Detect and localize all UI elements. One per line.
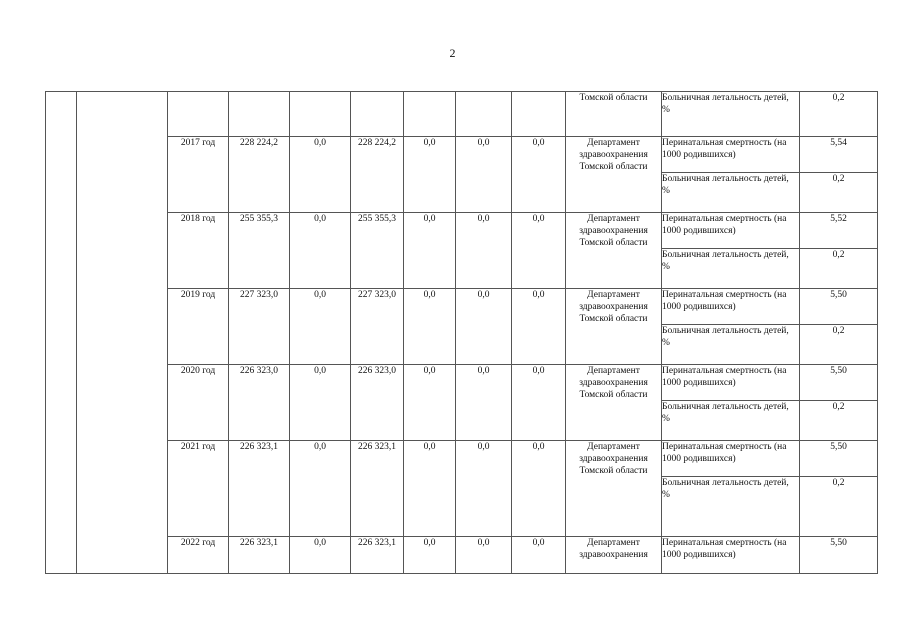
- indicator-cell: Больничная летальность детей, %: [662, 249, 800, 289]
- empty-cell: [229, 92, 290, 137]
- indicator-cell: Больничная летальность детей, %: [662, 477, 800, 537]
- amount-cell: 0,0: [404, 213, 456, 289]
- year-cell: 2019 год: [168, 289, 229, 365]
- merged-cell-left-2: [77, 92, 168, 574]
- org-cell: Департамент здравоохранения Томской области: [566, 365, 662, 441]
- table-row-top: [46, 92, 878, 137]
- org-cell: Департамент здравоохранения Томской области: [566, 213, 662, 289]
- amount-cell: 0,0: [290, 441, 351, 537]
- indicator-cell: Перинатальная смертность (на 1000 родившихся): [662, 213, 800, 249]
- amount-cell: 0,0: [512, 537, 566, 574]
- indicator-cell: Перинатальная смертность (на 1000 родившихся): [662, 137, 800, 173]
- value-cell: 5,50: [800, 365, 878, 401]
- value-cell: 5,52: [800, 213, 878, 249]
- amount-cell: 0,0: [290, 537, 351, 574]
- amount-cell: 0,0: [290, 365, 351, 441]
- amount-cell: 228 224,2: [351, 137, 404, 213]
- amount-cell: 0,0: [404, 365, 456, 441]
- page-number: 2: [449, 46, 456, 60]
- indicator-cell: Больничная летальность детей, %: [662, 401, 800, 441]
- year-cell: 2022 год: [168, 537, 229, 574]
- amount-cell: 0,0: [512, 365, 566, 441]
- indicator-cell: Больничная летальность детей, %: [662, 173, 800, 213]
- value-cell: 0,2: [800, 477, 878, 537]
- org-cell: Департамент здравоохранения Томской области: [566, 137, 662, 213]
- indicator-cell: Перинатальная смертность (на 1000 родившихся): [662, 537, 800, 574]
- amount-cell: 227 323,0: [229, 289, 290, 365]
- org-cell: Департамент здравоохранения Томской области: [566, 289, 662, 365]
- amount-cell: 0,0: [512, 441, 566, 537]
- amount-cell: 0,0: [404, 441, 456, 537]
- amount-cell: 226 323,1: [229, 537, 290, 574]
- empty-cell: [168, 92, 229, 137]
- amount-cell: 0,0: [512, 289, 566, 365]
- value-cell: 0,2: [800, 325, 878, 365]
- value-cell: 0,2: [800, 173, 878, 213]
- amount-cell: 0,0: [404, 137, 456, 213]
- empty-cell: [456, 92, 512, 137]
- amount-cell: 0,0: [512, 213, 566, 289]
- amount-cell: 0,0: [404, 537, 456, 574]
- amount-cell: 0,0: [456, 213, 512, 289]
- amount-cell: 0,0: [404, 289, 456, 365]
- org-cell: Томской области: [566, 92, 662, 137]
- value-cell: 5,50: [800, 537, 878, 574]
- table-row: [46, 137, 878, 173]
- table-row: [46, 213, 878, 249]
- indicator-cell: Перинатальная смертность (на 1000 родившихся): [662, 289, 800, 325]
- value-cell: 5,50: [800, 289, 878, 325]
- indicator-cell: Больничная летальность детей, %: [662, 92, 800, 137]
- amount-cell: 0,0: [290, 289, 351, 365]
- empty-cell: [404, 92, 456, 137]
- empty-cell: [512, 92, 566, 137]
- table-body: [46, 92, 878, 574]
- value-cell: 5,50: [800, 441, 878, 477]
- amount-cell: 0,0: [290, 137, 351, 213]
- indicator-cell: Перинатальная смертность (на 1000 родившихся): [662, 365, 800, 401]
- indicator-cell: Больничная летальность детей, %: [662, 325, 800, 365]
- amount-cell: 226 323,0: [229, 365, 290, 441]
- empty-cell: [351, 92, 404, 137]
- amount-cell: 0,0: [512, 137, 566, 213]
- merged-cell-left: [46, 92, 77, 574]
- table-row: [46, 365, 878, 401]
- year-cell: 2018 год: [168, 213, 229, 289]
- table-row: [46, 289, 878, 325]
- amount-cell: 227 323,0: [351, 289, 404, 365]
- year-cell: 2020 год: [168, 365, 229, 441]
- amount-cell: 226 323,0: [351, 365, 404, 441]
- amount-cell: 0,0: [456, 537, 512, 574]
- table-row: [46, 441, 878, 477]
- program-funding-table: [45, 91, 878, 574]
- amount-cell: 255 355,3: [351, 213, 404, 289]
- amount-cell: 0,0: [456, 289, 512, 365]
- year-cell: 2021 год: [168, 441, 229, 537]
- value-cell: 0,2: [800, 401, 878, 441]
- amount-cell: 228 224,2: [229, 137, 290, 213]
- org-cell: Департамент здравоохранения Томской области: [566, 441, 662, 537]
- amount-cell: 226 323,1: [351, 441, 404, 537]
- empty-cell: [290, 92, 351, 137]
- indicator-cell: Перинатальная смертность (на 1000 родившихся): [662, 441, 800, 477]
- amount-cell: 0,0: [290, 213, 351, 289]
- amount-cell: 255 355,3: [229, 213, 290, 289]
- org-cell: Департамент здравоохранения: [566, 537, 662, 574]
- amount-cell: 226 323,1: [351, 537, 404, 574]
- table-row: [46, 537, 878, 574]
- amount-cell: 0,0: [456, 441, 512, 537]
- amount-cell: 226 323,1: [229, 441, 290, 537]
- value-cell: 5,54: [800, 137, 878, 173]
- year-cell: 2017 год: [168, 137, 229, 213]
- amount-cell: 0,0: [456, 365, 512, 441]
- value-cell: 0,2: [800, 92, 878, 137]
- amount-cell: 0,0: [456, 137, 512, 213]
- value-cell: 0,2: [800, 249, 878, 289]
